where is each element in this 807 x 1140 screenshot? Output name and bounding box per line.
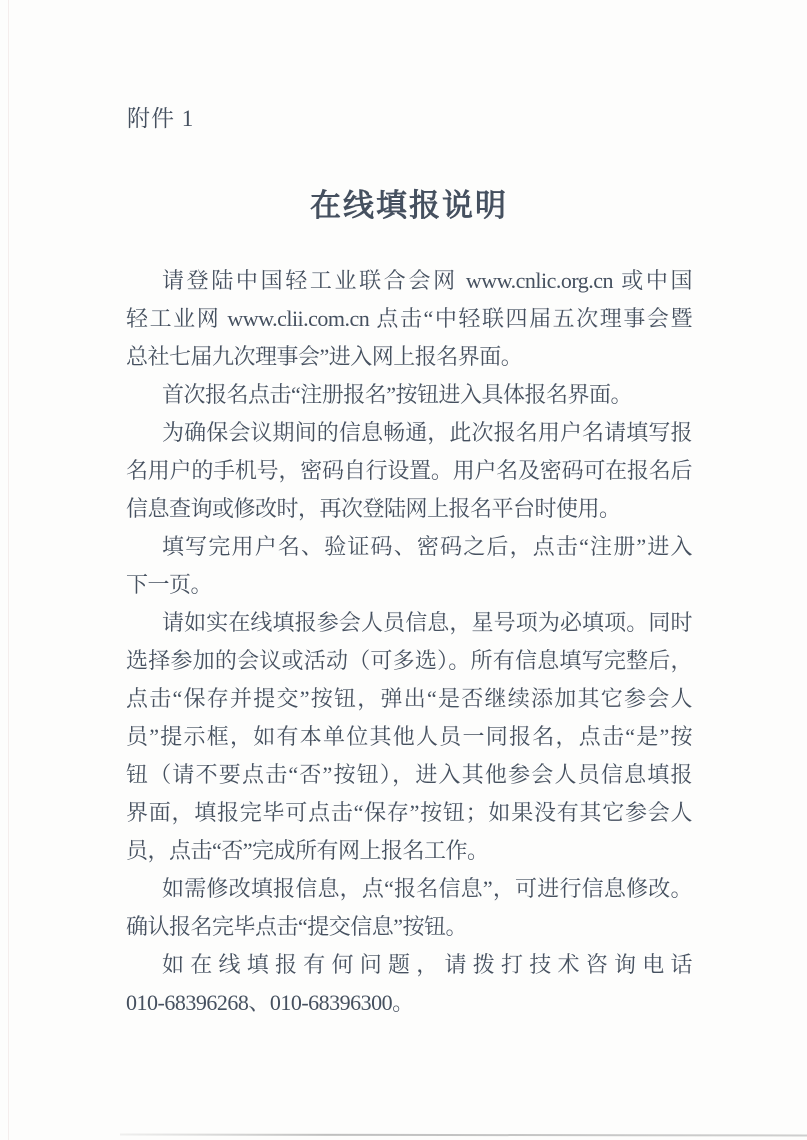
body-line: 员，点击“否”完成所有网上报名工作。 <box>126 838 489 863</box>
body-line: 请登陆中国轻工业联合会网 www.cnlic.org.cn 或中国 <box>162 268 692 293</box>
scan-bottom-edge-artifact <box>120 1134 807 1137</box>
body-line: 钮（请不要点击“否”按钮），进入其他参会人员信息填报 <box>126 762 692 787</box>
body-line: 如需修改填报信息，点“报名信息”，可进行信息修改。 <box>162 876 692 901</box>
body-line: 请如实在线填报参会人员信息，星号项为必填项。同时 <box>162 610 692 635</box>
attachment-label: 附件 1 <box>127 106 195 131</box>
body-line: 填写完用户名、验证码、密码之后，点击“注册”进入 <box>162 534 692 559</box>
body-line: 点击“保存并提交”按钮，弹出“是否继续添加其它参会人 <box>126 686 692 711</box>
body-line: 下一页。 <box>126 572 213 597</box>
body-line: 员”提示框，如有本单位其他人员一同报名，点击“是”按 <box>126 724 692 749</box>
body-line: 界面，填报完毕可点击“保存”按钮；如果没有其它参会人 <box>126 800 692 825</box>
body-line: 如在线填报有何问题，请拨打技术咨询电话 <box>162 952 692 977</box>
body-line: 名用户的手机号，密码自行设置。用户名及密码可在报名后 <box>126 458 692 483</box>
document-title: 在线填报说明 <box>310 188 508 223</box>
body-line: 选择参加的会议或活动（可多选）。所有信息填写完整后， <box>126 648 692 673</box>
body-line: 确认报名完毕点击“提交信息”按钮。 <box>126 914 468 939</box>
body-line: 首次报名点击“注册报名”按钮进入具体报名界面。 <box>162 382 633 407</box>
body-line: 总社七届九次理事会”进入网上报名界面。 <box>126 344 523 369</box>
body-line: 为确保会议期间的信息畅通，此次报名用户名请填写报 <box>162 420 692 445</box>
scan-left-edge-artifact <box>8 0 9 1140</box>
document-body <box>126 262 692 1022</box>
body-line: 轻工业网 www.clii.com.cn 点击“中轻联四届五次理事会暨 <box>126 306 692 331</box>
body-line: 信息查询或修改时，再次登陆网上报名平台时使用。 <box>126 496 621 521</box>
body-line: 010-68396268、010-68396300。 <box>126 990 414 1015</box>
